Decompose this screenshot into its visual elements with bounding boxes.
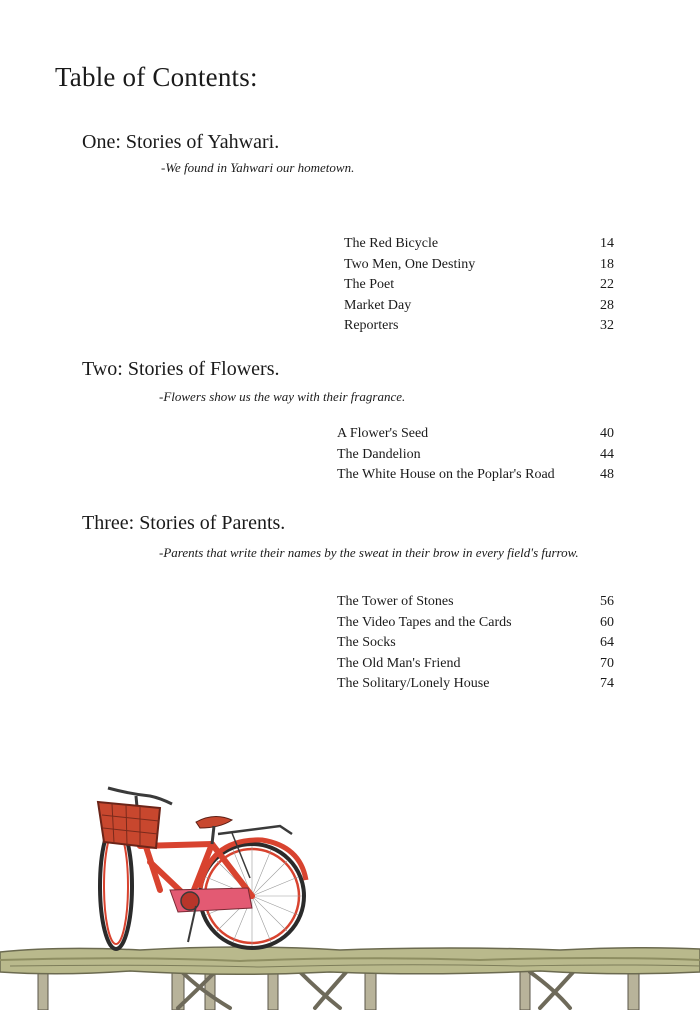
toc-entry-page: 28 — [600, 297, 614, 313]
toc-entry-page: 18 — [600, 256, 614, 272]
toc-entry-title: The White House on the Poplar's Road — [337, 467, 555, 482]
toc-entry-title: A Flower's Seed — [337, 426, 429, 441]
chapter-2-heading: Two: Stories of Flowers. — [82, 358, 280, 380]
toc-entry-title: The Poet — [344, 277, 395, 292]
chapter-1-heading: One: Stories of Yahwari. — [82, 131, 280, 153]
chapter-1-epigraph: -We found in Yahwari our hometown. — [161, 160, 355, 175]
toc-entry-title: The Solitary/Lonely House — [337, 676, 490, 691]
toc-entry-page: 60 — [600, 614, 614, 630]
toc-entry-page: 32 — [600, 318, 614, 333]
toc-entry-title: The Red Bicycle — [344, 236, 439, 251]
toc-entry-page: 22 — [600, 277, 614, 292]
red-bicycle — [98, 788, 306, 949]
toc-entry-page: 56 — [600, 594, 614, 609]
toc-entry-page: 44 — [600, 446, 614, 462]
toc-entry-page: 48 — [600, 467, 614, 482]
toc-entry-title: Two Men, One Destiny — [344, 256, 476, 272]
chapter-2-epigraph: -Flowers show us the way with their fragrance. — [159, 389, 406, 404]
toc-entry-page: 70 — [600, 655, 614, 671]
toc-entry-page: 40 — [600, 426, 614, 441]
toc-entry-title: The Old Man's Friend — [337, 655, 461, 671]
toc-entry-title: The Video Tapes and the Cards — [337, 614, 512, 630]
toc-entry-title: The Socks — [337, 635, 396, 650]
fence-rail — [0, 947, 700, 974]
toc-entry-page: 14 — [600, 236, 614, 251]
toc-entry-title: Reporters — [344, 318, 399, 333]
bicycle-illustration — [0, 760, 700, 1010]
page-title: Table of Contents: — [55, 62, 258, 92]
chapter-3-heading: Three: Stories of Parents. — [82, 512, 286, 534]
toc-entry-page: 64 — [600, 635, 614, 650]
toc-entry-title: The Dandelion — [337, 446, 421, 462]
toc-entry-title: Market Day — [344, 297, 412, 313]
toc-entry-page: 74 — [600, 676, 614, 691]
toc-entry-title: The Tower of Stones — [337, 594, 454, 609]
bicycle-basket — [98, 802, 160, 848]
chapter-3-epigraph: -Parents that write their names by the sweat in their brow in every field's furrow. — [159, 545, 579, 560]
